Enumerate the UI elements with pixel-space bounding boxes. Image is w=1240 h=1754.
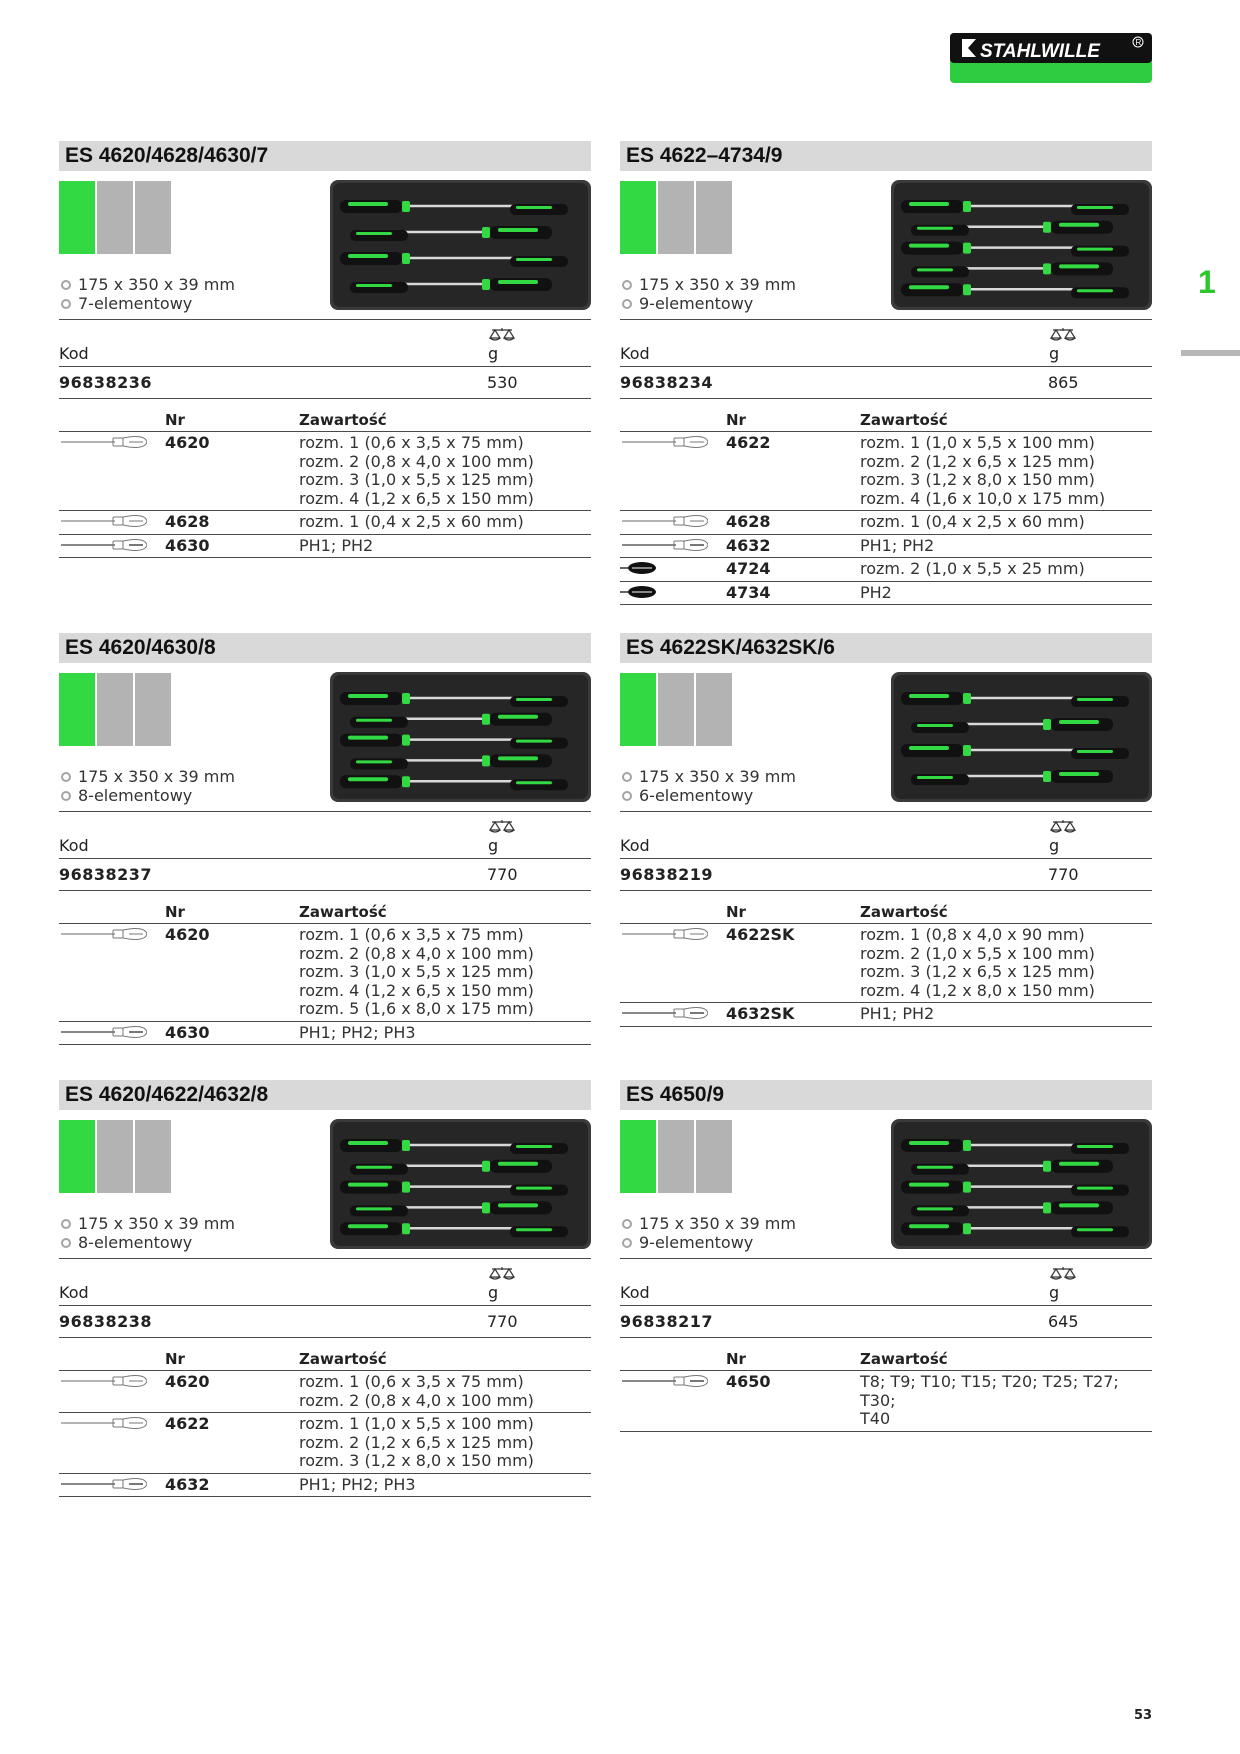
item-number: 4734 <box>726 582 771 602</box>
logo-text: STAHLWILLE <box>980 41 1100 62</box>
swatch-gray <box>135 1120 171 1193</box>
code-row <box>620 367 1152 399</box>
bullet-icon <box>622 1238 632 1248</box>
code-table <box>620 319 1152 399</box>
code-row <box>620 1306 1152 1338</box>
bullet-icon <box>622 299 632 309</box>
item-number: 4622SK <box>726 925 795 944</box>
content-line: rozm. 1 (0,8 x 4,0 x 90 mm) <box>860 925 1085 944</box>
content-line: rozm. 3 (1,2 x 6,5 x 125 mm) <box>860 962 1095 981</box>
contents-table <box>620 409 1152 605</box>
tool-tray-image <box>891 180 1152 310</box>
product-overview <box>59 171 591 319</box>
contents-table <box>59 901 591 1045</box>
item-number: 4620 <box>165 1372 210 1391</box>
slotted-screwdriver-icon <box>59 1416 147 1430</box>
code-table <box>620 1258 1152 1338</box>
spec-pieces <box>59 294 235 313</box>
order-code: 96838236 <box>59 373 153 392</box>
contents-row <box>59 1371 591 1413</box>
zawartosc-header: Zawartość <box>860 411 948 429</box>
code-table <box>59 319 591 399</box>
weight-scale-icon <box>1050 1267 1076 1281</box>
spec-pieces <box>620 1233 796 1252</box>
dimensions-text: 175 x 350 x 39 mm <box>78 1214 235 1233</box>
spec-dimensions <box>59 275 235 294</box>
bullet-icon <box>61 1219 71 1229</box>
weight-value: 645 <box>1048 1312 1079 1331</box>
product-specs <box>620 275 796 313</box>
spec-pieces <box>620 294 796 313</box>
weight-unit-label: g <box>488 344 499 363</box>
item-contents <box>299 1415 591 1471</box>
weight-scale-icon <box>489 328 515 342</box>
spec-dimensions <box>620 1214 796 1233</box>
bullet-icon <box>61 772 71 782</box>
swatch-green <box>620 181 656 254</box>
item-contents <box>299 1024 591 1043</box>
nr-header: Nr <box>726 1350 746 1368</box>
product-title: ES 4622SK/4632SK/6 <box>620 633 1152 663</box>
weight-unit-label: g <box>1049 1283 1060 1302</box>
color-swatches <box>59 181 171 254</box>
nr-header: Nr <box>726 411 746 429</box>
code-table-header <box>620 320 1152 367</box>
content-line: rozm. 4 (1,2 x 8,0 x 150 mm) <box>860 980 1095 1000</box>
contents-table-header <box>620 409 1152 432</box>
swatch-green <box>59 1120 95 1193</box>
item-contents <box>860 434 1152 508</box>
code-table <box>59 1258 591 1338</box>
product-block <box>620 633 1152 1027</box>
contents-row <box>620 535 1152 559</box>
spec-dimensions <box>59 1214 235 1233</box>
product-specs <box>59 275 235 313</box>
bullet-icon <box>61 280 71 290</box>
content-line: rozm. 5 (1,6 x 8,0 x 175 mm) <box>299 999 534 1018</box>
pieces-text: 7-elementowy <box>78 294 193 313</box>
content-line: rozm. 2 (1,0 x 5,5 x 100 mm) <box>860 943 1095 963</box>
swatch-gray <box>135 181 171 254</box>
code-table <box>620 811 1152 891</box>
tool-tray-image <box>330 180 591 310</box>
slotted-screwdriver-icon <box>59 435 147 449</box>
kod-label: Kod <box>59 1283 89 1302</box>
svg-text:R: R <box>1135 38 1142 47</box>
code-table-header <box>59 320 591 367</box>
contents-table <box>620 1348 1152 1432</box>
weight-value: 865 <box>1048 373 1079 392</box>
weight-unit-label: g <box>488 836 499 855</box>
item-contents <box>860 584 1152 603</box>
swatch-gray <box>97 181 133 254</box>
swatch-green <box>59 181 95 254</box>
content-line: rozm. 1 (0,4 x 2,5 x 60 mm) <box>860 512 1085 531</box>
nr-header: Nr <box>726 903 746 921</box>
item-contents <box>860 513 1152 532</box>
bullet-icon <box>622 280 632 290</box>
swatch-gray <box>658 181 694 254</box>
pieces-text: 9-elementowy <box>639 294 754 313</box>
zawartosc-header: Zawartość <box>860 903 948 921</box>
content-line: rozm. 2 (0,8 x 4,0 x 100 mm) <box>299 1390 534 1410</box>
swatch-gray <box>97 673 133 746</box>
content-line: T40 <box>860 1409 891 1428</box>
item-number: 4632 <box>165 1474 210 1494</box>
product-overview <box>620 171 1152 319</box>
swatch-green <box>620 673 656 746</box>
item-number: 4630 <box>165 1022 210 1042</box>
order-code: 96838234 <box>620 373 714 392</box>
item-contents <box>860 1373 1152 1429</box>
code-row <box>620 859 1152 891</box>
content-line: PH2 <box>860 582 892 602</box>
contents-table-header <box>620 901 1152 924</box>
weight-unit-label: g <box>488 1283 499 1302</box>
slotted-screwdriver-icon <box>59 927 147 941</box>
contents-row <box>59 535 591 559</box>
order-code: 96838219 <box>620 865 714 884</box>
stubby-screwdriver-icon <box>620 561 708 575</box>
weight-scale-icon <box>1050 820 1076 834</box>
phillips-screwdriver-icon <box>620 538 708 552</box>
swatch-gray <box>135 673 171 746</box>
contents-table-header <box>59 409 591 432</box>
dimensions-text: 175 x 350 x 39 mm <box>78 275 235 294</box>
contents-row <box>59 1413 591 1474</box>
product-block <box>620 1080 1152 1432</box>
product-overview <box>620 1110 1152 1258</box>
kod-label: Kod <box>620 836 650 855</box>
content-line: rozm. 1 (1,0 x 5,5 x 100 mm) <box>299 1414 534 1433</box>
slotted-screwdriver-icon <box>620 435 708 449</box>
content-line: rozm. 4 (1,2 x 6,5 x 150 mm) <box>299 980 534 1000</box>
color-swatches <box>620 1120 732 1193</box>
content-line: PH1; PH2 <box>860 535 935 555</box>
weight-scale-icon <box>1050 328 1076 342</box>
item-contents <box>860 560 1152 579</box>
dimensions-text: 175 x 350 x 39 mm <box>639 1214 796 1233</box>
weight-scale-icon <box>489 1267 515 1281</box>
product-title: ES 4620/4622/4632/8 <box>59 1080 591 1110</box>
swatch-gray <box>696 181 732 254</box>
item-contents <box>860 537 1152 556</box>
tool-tray-image <box>330 672 591 802</box>
swatch-gray <box>97 1120 133 1193</box>
pieces-text: 8-elementowy <box>78 786 193 805</box>
product-block <box>59 633 591 1045</box>
nr-header: Nr <box>165 1350 185 1368</box>
bullet-icon <box>622 1219 632 1229</box>
color-swatches <box>620 673 732 746</box>
contents-row <box>620 1003 1152 1027</box>
code-table-header <box>59 812 591 859</box>
product-specs <box>59 767 235 805</box>
slotted-screwdriver-icon <box>59 514 147 528</box>
zawartosc-header: Zawartość <box>299 903 387 921</box>
chapter-number: 1 <box>1198 264 1216 300</box>
zawartosc-header: Zawartość <box>299 1350 387 1368</box>
item-contents <box>299 1476 591 1495</box>
dimensions-text: 175 x 350 x 39 mm <box>78 767 235 786</box>
content-line: rozm. 2 (0,8 x 4,0 x 100 mm) <box>299 451 534 471</box>
kod-label: Kod <box>620 1283 650 1302</box>
item-contents <box>299 434 591 508</box>
item-contents <box>299 926 591 1019</box>
contents-row <box>620 1371 1152 1432</box>
product-title: ES 4622–4734/9 <box>620 141 1152 171</box>
kod-label: Kod <box>620 344 650 363</box>
content-line: rozm. 3 (1,0 x 5,5 x 125 mm) <box>299 962 534 981</box>
contents-table <box>620 901 1152 1027</box>
contents-table <box>59 1348 591 1497</box>
tool-tray-image <box>891 1119 1152 1249</box>
contents-row <box>620 558 1152 582</box>
weight-unit-label: g <box>1049 344 1060 363</box>
order-code: 96838238 <box>59 1312 153 1331</box>
kod-label: Kod <box>59 344 89 363</box>
item-contents <box>299 513 591 532</box>
weight-value: 530 <box>487 373 518 392</box>
product-title: ES 4620/4628/4630/7 <box>59 141 591 171</box>
content-line: PH1; PH2; PH3 <box>299 1022 416 1042</box>
content-line: rozm. 2 (1,0 x 5,5 x 25 mm) <box>860 559 1085 578</box>
contents-table-header <box>59 1348 591 1371</box>
content-line: rozm. 2 (1,2 x 6,5 x 125 mm) <box>860 451 1095 471</box>
content-line: rozm. 4 (1,6 x 10,0 x 175 mm) <box>860 488 1106 508</box>
item-number: 4628 <box>726 512 771 531</box>
content-line: rozm. 2 (0,8 x 4,0 x 100 mm) <box>299 943 534 963</box>
phillips-screwdriver-icon <box>59 1025 147 1039</box>
code-table-header <box>620 1259 1152 1306</box>
contents-table-header <box>620 1348 1152 1371</box>
tool-tray-image <box>330 1119 591 1249</box>
order-code: 96838237 <box>59 865 153 884</box>
swatch-gray <box>696 1120 732 1193</box>
code-table <box>59 811 591 891</box>
contents-row <box>620 924 1152 1003</box>
weight-scale-icon <box>489 820 515 834</box>
color-swatches <box>59 673 171 746</box>
item-contents <box>299 1373 591 1410</box>
swatch-gray <box>658 673 694 746</box>
spec-pieces <box>59 1233 235 1252</box>
zawartosc-header: Zawartość <box>299 411 387 429</box>
code-table-header <box>620 812 1152 859</box>
item-number: 4622 <box>726 433 771 452</box>
slotted-screwdriver-icon <box>59 1374 147 1388</box>
content-line: rozm. 2 (1,2 x 6,5 x 125 mm) <box>299 1432 534 1452</box>
phillips-screwdriver-icon <box>59 538 147 552</box>
swatch-green <box>620 1120 656 1193</box>
item-number: 4724 <box>726 559 771 578</box>
weight-value: 770 <box>1048 865 1079 884</box>
item-contents <box>299 537 591 556</box>
slotted-screwdriver-icon <box>620 927 708 941</box>
item-number: 4620 <box>165 925 210 944</box>
contents-row <box>59 1022 591 1046</box>
content-line: rozm. 1 (0,6 x 3,5 x 75 mm) <box>299 1372 524 1391</box>
code-row <box>59 859 591 891</box>
pieces-text: 6-elementowy <box>639 786 754 805</box>
swatch-gray <box>658 1120 694 1193</box>
spec-dimensions <box>59 767 235 786</box>
code-row <box>59 1306 591 1338</box>
spec-pieces <box>620 786 796 805</box>
contents-table <box>59 409 591 558</box>
content-line: PH1; PH2 <box>860 1004 935 1023</box>
product-title: ES 4650/9 <box>620 1080 1152 1110</box>
product-overview <box>59 1110 591 1258</box>
item-number: 4622 <box>165 1414 210 1433</box>
item-contents <box>860 926 1152 1000</box>
color-swatches <box>620 181 732 254</box>
content-line: PH1; PH2; PH3 <box>299 1474 416 1494</box>
code-table-header <box>59 1259 591 1306</box>
content-line: T8; T9; T10; T15; T20; T25; T27; T30; <box>860 1372 1119 1410</box>
item-number: 4632SK <box>726 1004 795 1023</box>
item-number: 4620 <box>165 433 210 452</box>
content-line: rozm. 4 (1,2 x 6,5 x 150 mm) <box>299 488 534 508</box>
spec-pieces <box>59 786 235 805</box>
content-line: rozm. 1 (1,0 x 5,5 x 100 mm) <box>860 433 1095 452</box>
spec-dimensions <box>620 767 796 786</box>
product-block <box>620 141 1152 605</box>
kod-label: Kod <box>59 836 89 855</box>
content-line: PH1; PH2 <box>299 535 374 555</box>
contents-table-header <box>59 901 591 924</box>
swatch-gray <box>696 673 732 746</box>
contents-row <box>59 432 591 511</box>
tool-tray-image <box>891 672 1152 802</box>
product-overview <box>59 663 591 811</box>
spec-dimensions <box>620 275 796 294</box>
weight-unit-label: g <box>1049 836 1060 855</box>
phillips-screwdriver-icon <box>620 1006 708 1020</box>
swatch-green <box>59 673 95 746</box>
product-specs <box>59 1214 235 1252</box>
item-number: 4630 <box>165 535 210 555</box>
stahlwille-logo <box>950 33 1152 83</box>
dimensions-text: 175 x 350 x 39 mm <box>639 275 796 294</box>
content-line: rozm. 3 (1,2 x 8,0 x 150 mm) <box>860 470 1095 489</box>
weight-value: 770 <box>487 865 518 884</box>
contents-row <box>59 511 591 535</box>
product-specs <box>620 767 796 805</box>
torx-screwdriver-icon <box>620 1374 708 1388</box>
product-specs <box>620 1214 796 1252</box>
contents-row <box>620 432 1152 511</box>
content-line: rozm. 3 (1,2 x 8,0 x 150 mm) <box>299 1451 534 1470</box>
nr-header: Nr <box>165 903 185 921</box>
contents-row <box>620 582 1152 606</box>
bullet-icon <box>622 791 632 801</box>
chapter-tab-bar <box>1181 350 1240 356</box>
bullet-icon <box>61 791 71 801</box>
contents-row <box>59 1474 591 1498</box>
phillips-screwdriver-icon <box>59 1477 147 1491</box>
nr-header: Nr <box>165 411 185 429</box>
content-line: rozm. 1 (0,4 x 2,5 x 60 mm) <box>299 512 524 531</box>
content-line: rozm. 3 (1,0 x 5,5 x 125 mm) <box>299 470 534 489</box>
dimensions-text: 175 x 350 x 39 mm <box>639 767 796 786</box>
item-contents <box>860 1005 1152 1024</box>
product-title: ES 4620/4630/8 <box>59 633 591 663</box>
slotted-screwdriver-icon <box>620 514 708 528</box>
page-number: 53 <box>1134 1708 1153 1723</box>
item-number: 4628 <box>165 512 210 531</box>
stubby-screwdriver-icon <box>620 585 708 599</box>
color-swatches <box>59 1120 171 1193</box>
code-row <box>59 367 591 399</box>
bullet-icon <box>61 1238 71 1248</box>
content-line: rozm. 1 (0,6 x 3,5 x 75 mm) <box>299 433 524 452</box>
weight-value: 770 <box>487 1312 518 1331</box>
item-number: 4650 <box>726 1372 771 1391</box>
order-code: 96838217 <box>620 1312 714 1331</box>
product-block <box>59 141 591 558</box>
contents-row <box>59 924 591 1022</box>
product-overview <box>620 663 1152 811</box>
product-block <box>59 1080 591 1497</box>
pieces-text: 9-elementowy <box>639 1233 754 1252</box>
contents-row <box>620 511 1152 535</box>
bullet-icon <box>61 299 71 309</box>
item-number: 4632 <box>726 535 771 555</box>
content-line: rozm. 1 (0,6 x 3,5 x 75 mm) <box>299 925 524 944</box>
pieces-text: 8-elementowy <box>78 1233 193 1252</box>
bullet-icon <box>622 772 632 782</box>
zawartosc-header: Zawartość <box>860 1350 948 1368</box>
